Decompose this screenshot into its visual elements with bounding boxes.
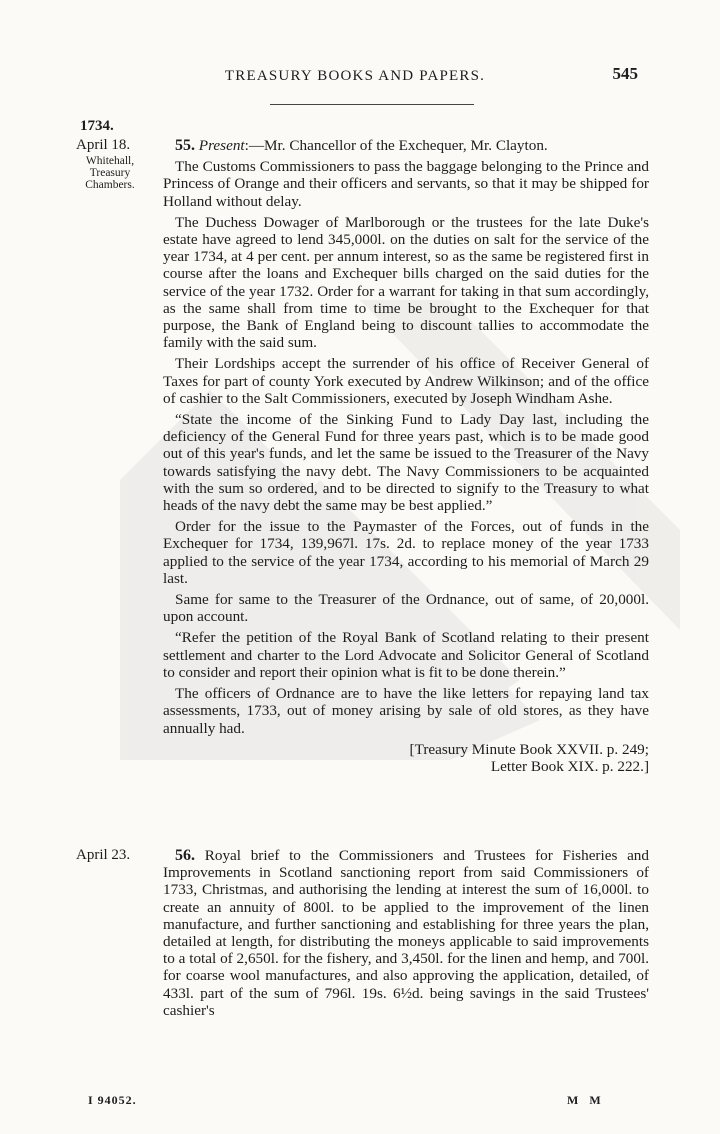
entry-number: 55. (175, 137, 195, 154)
entry-date: April 23. (76, 847, 131, 863)
entry-56-margin (76, 847, 156, 864)
paragraph: Order for the issue to the Paymaster of the Forces, out of funds in the Exchequer for 1734, 139,967l. 17s. 2d. to replace money of the year 1733 applied to the service of the year 1734, according to his memorial of March 29 last. (163, 518, 649, 587)
page-header (0, 64, 720, 98)
paragraph: “Refer the petition of the Royal Bank of Scotland relating to their present settlement and charter to the Lord Advocate and Solicitor General of Scotland to consider and report their opinion what is fit to be done therein.” (163, 629, 649, 681)
place-line: Whitehall, (85, 155, 135, 167)
year-heading: 1734. (80, 118, 114, 134)
source-citation (163, 741, 649, 775)
entry-55-margin (76, 137, 156, 191)
paragraph: Their Lordships accept the surrender of his office of Receiver General of Taxes for part of county York executed by Andrew Wilkinson; and of the office of cashier to the Salt Commissioners, executed by Joseph Windham Ashe. (163, 355, 649, 407)
entry-place (78, 155, 142, 191)
entry-55-present (163, 137, 649, 154)
paragraph (163, 847, 649, 1019)
page-number: 545 (612, 64, 638, 83)
paragraph: The Customs Commissioners to pass the baggage belonging to the Prince and Princess of Orange and their officers and servants, so that it may be shipped for Holland without delay. (163, 158, 649, 210)
printer-signature: I 94052. (88, 1093, 137, 1107)
entry-date: April 18. (76, 137, 131, 153)
place-line: Treasury (89, 167, 131, 179)
entry-55-text (163, 137, 649, 775)
entry-number: 56. (175, 847, 195, 864)
entry-56-text (163, 847, 649, 1023)
header-rule (270, 104, 474, 105)
source-line: Letter Book XIX. p. 222.] (490, 757, 649, 775)
present-label: Present (198, 137, 245, 154)
paragraph: The Duchess Dowager of Marlborough or the trustees for the late Duke's estate have agreed to lend 345,000l. on the duties on salt for the service of the year 1734, at 4 per cent. per annum interest, so as the same be registered first in course after the loans and Exchequer bills charged on the said duties for the service of the year 1732. Order for a warrant for taking in that sum accordingly, as the same shall from time to time be brought to the Exchequer for that purpose, the Bank of England being to discount tallies to accommodate the family with the said sum. (163, 213, 649, 352)
paragraph: Same for same to the Treasurer of the Ordnance, out of same, of 20,000l. upon account. (163, 591, 649, 626)
source-line: [Treasury Minute Book XXVII. p. 249; (409, 740, 649, 758)
entry-56-body: Royal brief to the Commissioners and Trustees for Fisheries and Improvements in Scotland sanctioning report from said Commissioners of 1733, Christmas, and authorising the lending at interest the sum of 16,000l. to create an annuity of 800l. to be applied to the improvement of the linen manufacture, and further sanctioning and establishing for three years the plan, detailed at length, for distributing the moneys applicable to said improvements to a total of 2,650l. for the fishery, and 3,450l. for the linen and hemp, and 700l. for coarse wool manufactures, and also approving the application, detailed, of 433l. part of the sum of 796l. 19s. 6½d. being savings in the said Trustees' cashier's (163, 847, 649, 1019)
running-title: TREASURY BOOKS AND PAPERS. (224, 68, 486, 84)
present-text: :—Mr. Chancellor of the Exchequer, Mr. Clayton. (244, 137, 548, 154)
paragraph: “State the income of the Sinking Fund to Lady Day last, including the deficiency of the General Fund for three years past, which is to be made good out of this year's funds, and let the same be issued to the Treasurer of the Navy towards satisfying the navy debt. The Navy Commissioners to be acquainted with the sum so ordered, and to be directed to signify to the Treasury to what heads of the navy debt the same may be best applied.” (163, 411, 649, 515)
place-line: Chambers. (85, 179, 135, 191)
paragraph: The officers of Ordnance are to have the like letters for repaying land tax assessments, 1733, out of money arising by sale of old stores, as they have annually had. (163, 685, 649, 737)
gathering-mark: M M (567, 1093, 605, 1107)
